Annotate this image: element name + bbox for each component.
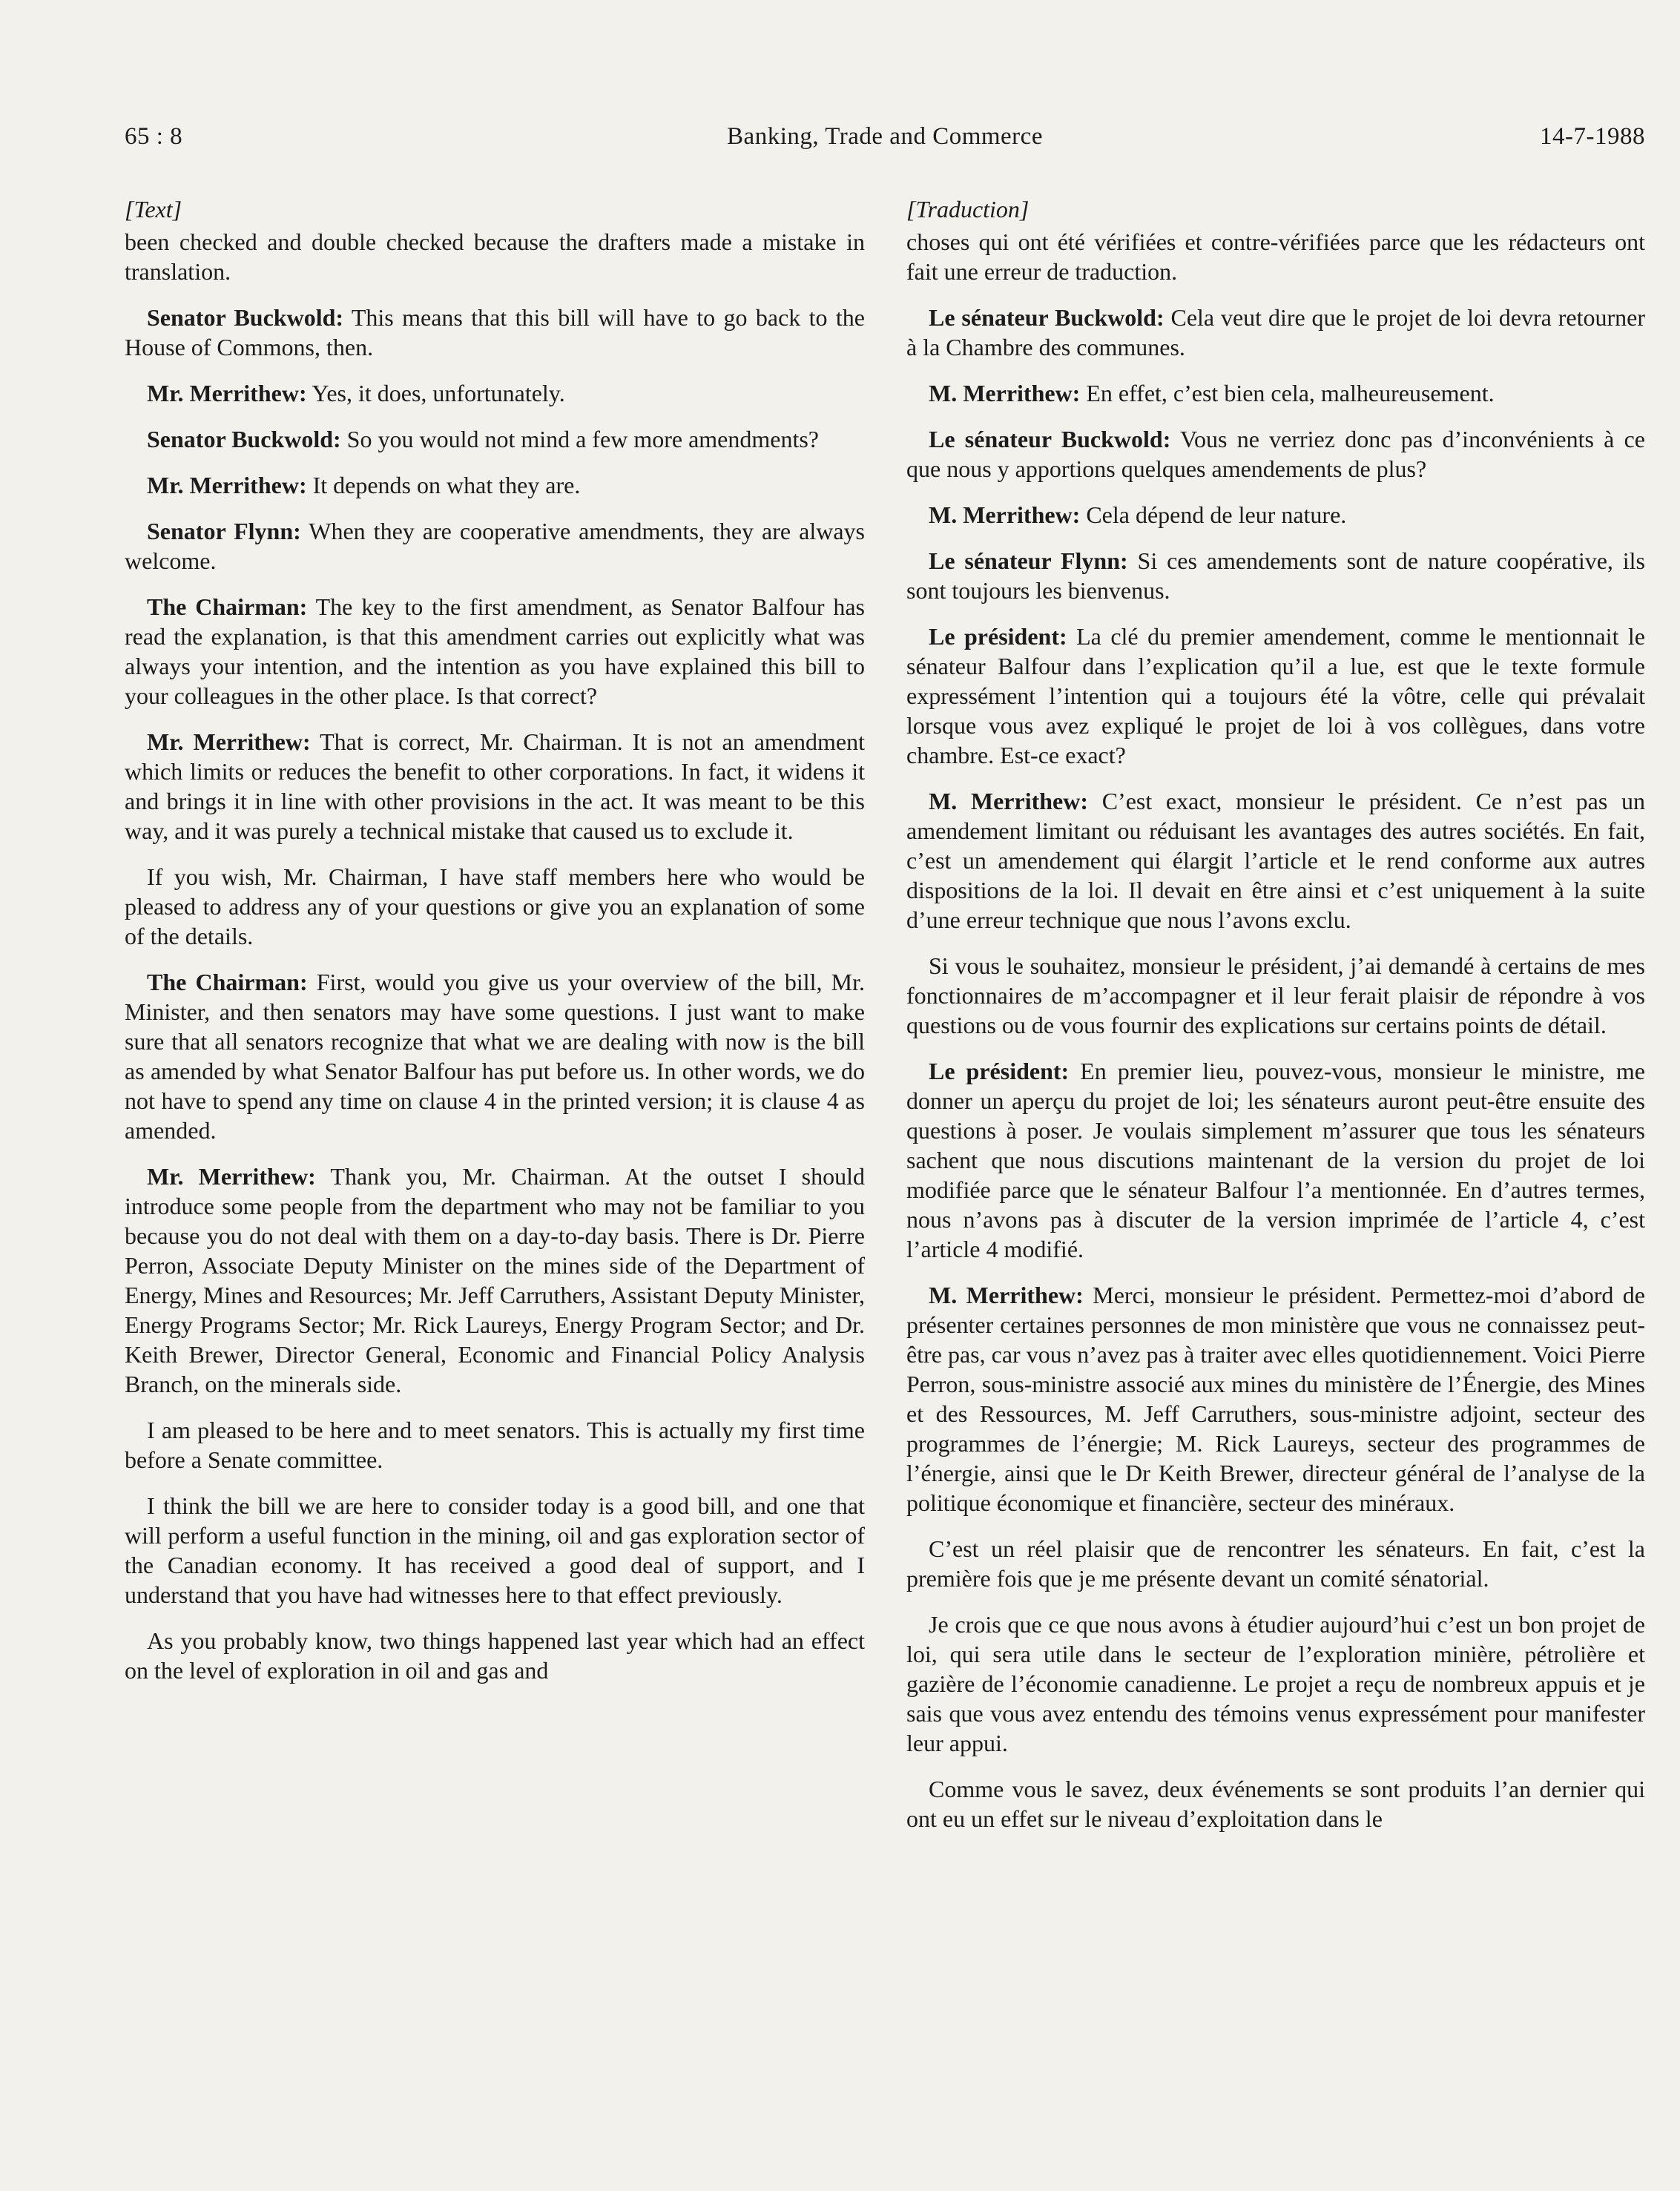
paragraph-text: I am pleased to be here and to meet senators. This is actually my first time before a Senate committee. (125, 1417, 865, 1473)
speaker-name: The Chairman: (147, 969, 308, 995)
paragraph-text: Yes, it does, unfortunately. (306, 380, 565, 406)
paragraph-text: First, would you give us your overview of the bill, Mr. Minister, and then senators may have some questions. I just want to make sure that all senators recognize that what we are dealing with now is the bill as amended by what Senator Balfour has put before us. In other words, we do not have to spend any time on clause 4 in the printed version; it is clause 4 as amended. (125, 969, 866, 1144)
transcript-paragraph (125, 592, 865, 711)
paragraph-text: Cela dépend de leur nature. (1080, 501, 1347, 528)
transcript-paragraph (906, 1774, 1645, 1833)
paragraph-text: Cela veut dire que le projet de loi devra retourner à la Chambre des communes. (906, 304, 1646, 360)
transcript-paragraph (125, 516, 865, 576)
paragraph-text: This means that this bill will have to go back to the House of Commons, then. (125, 304, 866, 360)
speaker-name: Senator Buckwold: (147, 304, 344, 331)
transcript-paragraph (906, 500, 1645, 530)
paragraph-text: C’est un réel plaisir que de rencontrer les sénateurs. En fait, c’est la première fois que je me présente devant un comité sénatorial. (906, 1535, 1645, 1592)
transcript-paragraph (125, 1162, 865, 1399)
transcript-paragraph (906, 1056, 1645, 1264)
transcript-paragraph (906, 227, 1645, 286)
transcript-paragraph (906, 303, 1645, 362)
paragraph-text: La clé du premier amendement, comme le mentionnait le sénateur Balfour dans l’explication qu’il a lue, est que le texte formule expressément l’intention qui a toujours été la vôtre, celle qui prévalait lorsque vous avez expliqué le projet de loi à vos collègues, dans votre chambre. Est-ce exact? (906, 623, 1645, 768)
paragraph-text: When they are cooperative amendments, they are always welcome. (125, 518, 866, 574)
speaker-name: Mr. Merrithew: (147, 728, 311, 755)
speaker-name: Senator Buckwold: (147, 426, 341, 452)
speaker-name: Mr. Merrithew: (147, 380, 307, 406)
transcript-paragraph (125, 1626, 865, 1685)
speaker-name: Mr. Merrithew: (147, 1163, 316, 1190)
transcript-paragraph (125, 967, 865, 1145)
transcript-paragraph (125, 727, 865, 846)
speaker-name: Le président: (929, 623, 1067, 650)
speaker-name: M. Merrithew: (929, 501, 1081, 528)
header-date: 14-7-1988 (1540, 123, 1645, 150)
paragraph-text: Je crois que ce que nous avons à étudier aujourd’hui c’est un bon projet de loi, qui sera utile dans le secteur de l’exploration minière, pétrolière et gazière de l’économie canadienne. Le projet a reçu de nombreux appuis et je sais que vous avez entendu des témoins venus expressément pour manifester leur appui. (906, 1611, 1645, 1756)
page-number: 65 : 8 (125, 123, 183, 150)
running-title: Banking, Trade and Commerce (727, 123, 1043, 150)
transcript-paragraph (906, 546, 1645, 605)
transcript-paragraph (906, 1610, 1645, 1758)
french-column (906, 194, 1645, 1850)
transcript-paragraph (125, 1415, 865, 1475)
paragraph-text: Comme vous le savez, deux événements se sont produits l’an dernier qui ont eu un effet sur le niveau d’exploitation dans le (906, 1776, 1645, 1832)
paragraph-text: If you wish, Mr. Chairman, I have staff members here who would be pleased to address any of your questions or give you an explanation of some of the details. (125, 863, 865, 949)
transcript-paragraph (906, 1534, 1645, 1593)
speaker-name: Mr. Merrithew: (147, 472, 307, 498)
paragraph-text: been checked and double checked because the drafters made a mistake in translation. (125, 228, 865, 285)
transcript-paragraph (906, 622, 1645, 770)
english-column (125, 194, 865, 1701)
speaker-name: Senator Flynn: (147, 518, 301, 544)
speaker-name: Le sénateur Buckwold: (929, 426, 1171, 452)
paragraph-text: It depends on what they are. (306, 472, 581, 498)
speaker-name: The Chairman: (147, 593, 308, 620)
speaker-name: Le sénateur Buckwold: (929, 304, 1165, 331)
speaker-name: M. Merrithew: (929, 1282, 1084, 1308)
speaker-name: Le sénateur Flynn: (929, 547, 1128, 574)
speaker-name: M. Merrithew: (929, 788, 1089, 814)
paragraph-text: That is correct, Mr. Chairman. It is not an amendment which limits or reduces the benefit to other corporations. In fact, it widens it and brings it in line with other provisions in the act. It was meant to be this way, and it was purely a technical mistake that caused us to exclude it. (125, 728, 866, 844)
transcript-paragraph (906, 378, 1645, 408)
paragraph-text: As you probably know, two things happened last year which had an effect on the level of exploration in oil and gas and (125, 1627, 865, 1684)
speaker-name: M. Merrithew: (929, 380, 1081, 406)
paragraph-text: Si ces amendements sont de nature coopérative, ils sont toujours les bienvenus. (906, 547, 1646, 604)
page-header (125, 117, 1645, 159)
paragraph-text: En effet, c’est bien cela, malheureusement. (1080, 380, 1495, 406)
paragraph-text: Thank you, Mr. Chairman. At the outset I should introduce some people from the department who may not be familiar to you because you do not deal with them on a day-to-day basis. There is Dr. Pierre Perron, Associate Deputy Minister on the mines side of the Department of Energy, Mines and Resources; Mr. Jeff Carruthers, Assistant Deputy Minister, Energy Programs Sector; Mr. Rick Laureys, Energy Program Sector; and Dr. Keith Brewer, Director General, Economic and Financial Policy Analysis Branch, on the minerals side. (125, 1163, 866, 1397)
transcript-paragraph (906, 951, 1645, 1040)
paragraph-text: I think the bill we are here to consider today is a good bill, and one that will perform a useful function in the mining, oil and gas exploration sector of the Canadian economy. It has received a good deal of support, and I understand that you have had witnesses here to that effect previously. (125, 1492, 865, 1608)
transcript-paragraph (125, 378, 865, 408)
language-tag: [Traduction] (906, 196, 1030, 223)
transcript-paragraph (125, 303, 865, 362)
transcript-paragraph (125, 862, 865, 951)
paragraph-text: choses qui ont été vérifiées et contre-vérifiées parce que les rédacteurs ont fait une erreur de traduction. (906, 228, 1645, 285)
paragraph-text: The key to the first amendment, as Senator Balfour has read the explanation, is that this amendment carries out explicitly what was always your intention, and the intention as you have explained this bill to your colleagues in the other place. Is that correct? (125, 593, 866, 709)
paragraph-text: So you would not mind a few more amendments? (340, 426, 819, 452)
language-tag: [Text] (125, 196, 182, 223)
paragraph-text: Si vous le souhaitez, monsieur le président, j’ai demandé à certains de mes fonctionnaires de m’accompagner et il leur ferait plaisir de répondre à vos questions ou de vous fournir des explications sur certains points de détail. (906, 952, 1645, 1038)
transcript-paragraph (125, 227, 865, 286)
transcript-paragraph (906, 1280, 1645, 1518)
paragraph-text: C’est exact, monsieur le président. Ce n’est pas un amendement limitant ou réduisant les avantages des autres sociétés. En fait, c’est un amendement qui élargit l’article et le rend conforme aux autres dispositions de la loi. Il devait en être ainsi et c’est uniquement à la suite d’une erreur technique que nous l’avons exclu. (906, 788, 1646, 933)
paragraph-text: Vous ne verriez donc pas d’inconvénients à ce que nous y apportions quelques amendements de plus? (906, 426, 1646, 482)
transcript-paragraph (906, 786, 1645, 935)
speaker-name: Le président: (929, 1058, 1070, 1084)
transcript-paragraph (125, 424, 865, 454)
transcript-paragraph (125, 1491, 865, 1610)
paragraph-text: Merci, monsieur le président. Permettez-moi d’abord de présenter certaines personnes de mon ministère que vous ne connaissez peut-être pas, car vous n’avez pas à traiter avec elles quotidiennement. Voici Pierre Perron, sous-ministre associé aux mines du ministère de l’Énergie, des Mines et des Ressources, M. Jeff Carruthers, sous-ministre adjoint, secteur des programmes de l’énergie; M. Rick Laureys, secteur des programmes de l’énergie, ainsi que le Dr Keith Brewer, directeur général de l’analyse de la politique économique et financière, secteur des minéraux. (906, 1282, 1646, 1516)
transcript-paragraph (906, 424, 1645, 484)
paragraph-text: En premier lieu, pouvez-vous, monsieur le ministre, me donner un aperçu du projet de loi; les sénateurs auront peut-être ensuite des questions à poser. Je voulais simplement m’assurer que tous les sénateurs sachent que nous discutions maintenant de la version du projet de loi modifiée parce que le sénateur Balfour l’a mentionnée. En d’autres termes, nous n’avons pas à discuter de la version imprimée de l’article 4, c’est l’article 4 modifié. (906, 1058, 1646, 1262)
transcript-paragraph (125, 470, 865, 500)
